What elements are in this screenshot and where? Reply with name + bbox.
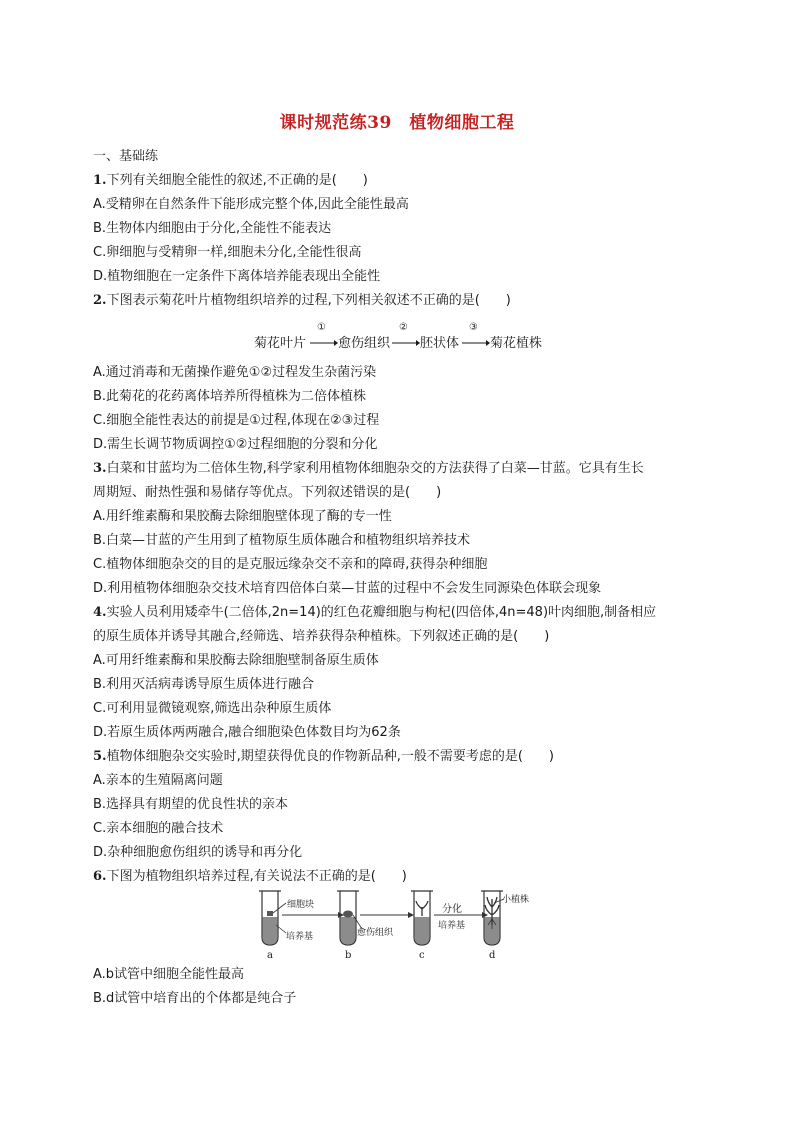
question-number: 5.	[93, 749, 107, 764]
question-text: 白菜和甘蓝均为二倍体生物,科学家利用植物体细胞杂交的方法获得了白菜—甘蓝。它具有生长	[106, 461, 644, 476]
arrow-right-icon	[462, 339, 490, 347]
section-heading: 一、基础练	[93, 149, 159, 164]
test-tube-d-icon	[481, 891, 503, 945]
q2-option-c: C.细胞全能性表达的前提是①过程,体现在②③过程	[93, 413, 380, 428]
arrow-right-icon	[310, 339, 338, 347]
flow-step-1: ①	[317, 322, 326, 333]
test-tube-c-icon	[411, 891, 433, 945]
tissue-culture-test-tube-figure	[258, 885, 530, 963]
question-number: 3.	[93, 461, 107, 476]
question-text: 下列有关细胞全能性的叙述,不正确的是( )	[106, 173, 368, 188]
q1-option-d: D.植物细胞在一定条件下离体培养能表现出全能性	[93, 269, 381, 284]
q3-option-a: A.用纤维素酶和果胶酶去除细胞壁体现了酶的专一性	[93, 509, 392, 524]
question-2-stem	[93, 292, 511, 310]
question-4-stem-line1	[93, 604, 656, 622]
question-number: 2.	[93, 293, 107, 308]
q2-option-a: A.通过消毒和无菌操作避免①②过程发生杂菌污染	[93, 365, 377, 380]
question-text: 下图为植物组织培养过程,有关说法不正确的是( )	[106, 869, 407, 884]
q4-option-c: C.可利用显微镜观察,筛选出杂种原生质体	[93, 701, 332, 716]
q5-option-d: D.杂种细胞愈伤组织的诱导和再分化	[93, 845, 303, 860]
test-tube-a-icon	[259, 891, 281, 945]
q1-option-b: B.生物体内细胞由于分化,全能性不能表达	[93, 221, 332, 236]
q5-option-c: C.亲本细胞的融合技术	[93, 821, 224, 836]
label-differentiation: 分化	[442, 904, 462, 915]
flow-step-3: ③	[469, 322, 478, 333]
tube-label-a: a	[267, 950, 273, 961]
question-number: 1.	[93, 173, 107, 188]
flow-node-callus: 愈伤组织	[338, 336, 391, 351]
question-text: 植物体细胞杂交实验时,期望获得优良的作物新品种,一般不需要考虑的是( )	[106, 749, 554, 764]
q4-option-a: A.可用纤维素酶和果胶酶去除细胞壁制备原生质体	[93, 653, 379, 668]
test-tube-b-icon	[337, 891, 359, 945]
flow-node-embryoid: 胚状体	[420, 336, 460, 351]
flow-step-2: ②	[399, 322, 408, 333]
q1-option-c: C.卵细胞与受精卵一样,细胞未分化,全能性很高	[93, 245, 362, 260]
tube-label-b: b	[345, 950, 352, 961]
tube-label-c: c	[419, 950, 425, 961]
question-3-stem-line1	[93, 460, 644, 478]
q2-option-d: D.需生长调节物质调控①②过程细胞的分裂和分化	[93, 437, 378, 452]
q6-option-b: B.d试管中培育出的个体都是纯合子	[93, 991, 297, 1006]
q5-option-b: B.选择具有期望的优良性状的亲本	[93, 797, 289, 812]
q3-option-c: C.植物体细胞杂交的目的是克服远缘杂交不亲和的障碍,获得杂种细胞	[93, 557, 488, 572]
label-cell-block: 细胞块	[287, 900, 315, 910]
question-number: 4.	[93, 605, 107, 620]
arrow-right-icon	[392, 339, 420, 347]
q4-option-b: B.利用灭活病毒诱导原生质体进行融合	[93, 677, 315, 692]
tissue-culture-flowchart	[254, 322, 554, 352]
page-title: 课时规范练39 植物细胞工程	[279, 113, 515, 133]
question-6-stem	[93, 868, 407, 886]
q6-option-a: A.b试管中细胞全能性最高	[93, 967, 245, 982]
question-4-stem-line2: 的原生质体并诱导其融合,经筛选、培养获得杂种植株。下列叙述正确的是( )	[93, 629, 550, 644]
flow-node-plant: 菊花植株	[490, 336, 543, 351]
question-1-stem	[93, 172, 368, 190]
q3-option-d: D.利用植物体细胞杂交技术培育四倍体白菜—甘蓝的过程中不会发生同源染色体联会现象	[93, 581, 602, 596]
q3-option-b: B.白菜—甘蓝的产生用到了植物原生质体融合和植物组织培养技术	[93, 533, 471, 548]
q1-option-a: A.受精卵在自然条件下能形成完整个体,因此全能性最高	[93, 197, 409, 212]
label-plantlet: 小植株	[502, 895, 530, 905]
tube-label-d: d	[489, 950, 496, 961]
q4-option-d: D.若原生质体两两融合,融合细胞染色体数目均为62条	[93, 725, 401, 740]
label-callus: 愈伤组织	[357, 928, 394, 938]
label-medium: 培养基	[286, 932, 314, 942]
flow-node-leaf: 菊花叶片	[254, 336, 307, 351]
question-text: 实验人员利用矮牵牛(二倍体,2n=14)的红色花瓣细胞与枸杞(四倍体,4n=48)叶肉细胞,制备相应	[106, 605, 657, 620]
question-text: 下图表示菊花叶片植物组织培养的过程,下列相关叙述不正确的是( )	[106, 293, 511, 308]
question-3-stem-line2: 周期短、耐热性强和易储存等优点。下列叙述错误的是( )	[93, 485, 442, 500]
q5-option-a: A.亲本的生殖隔离问题	[93, 773, 223, 788]
question-number: 6.	[93, 869, 107, 884]
q2-option-b: B.此菊花的花药离体培养所得植株为二倍体植株	[93, 389, 367, 404]
label-differentiation-medium: 培养基	[438, 921, 466, 931]
question-5-stem	[93, 748, 554, 766]
